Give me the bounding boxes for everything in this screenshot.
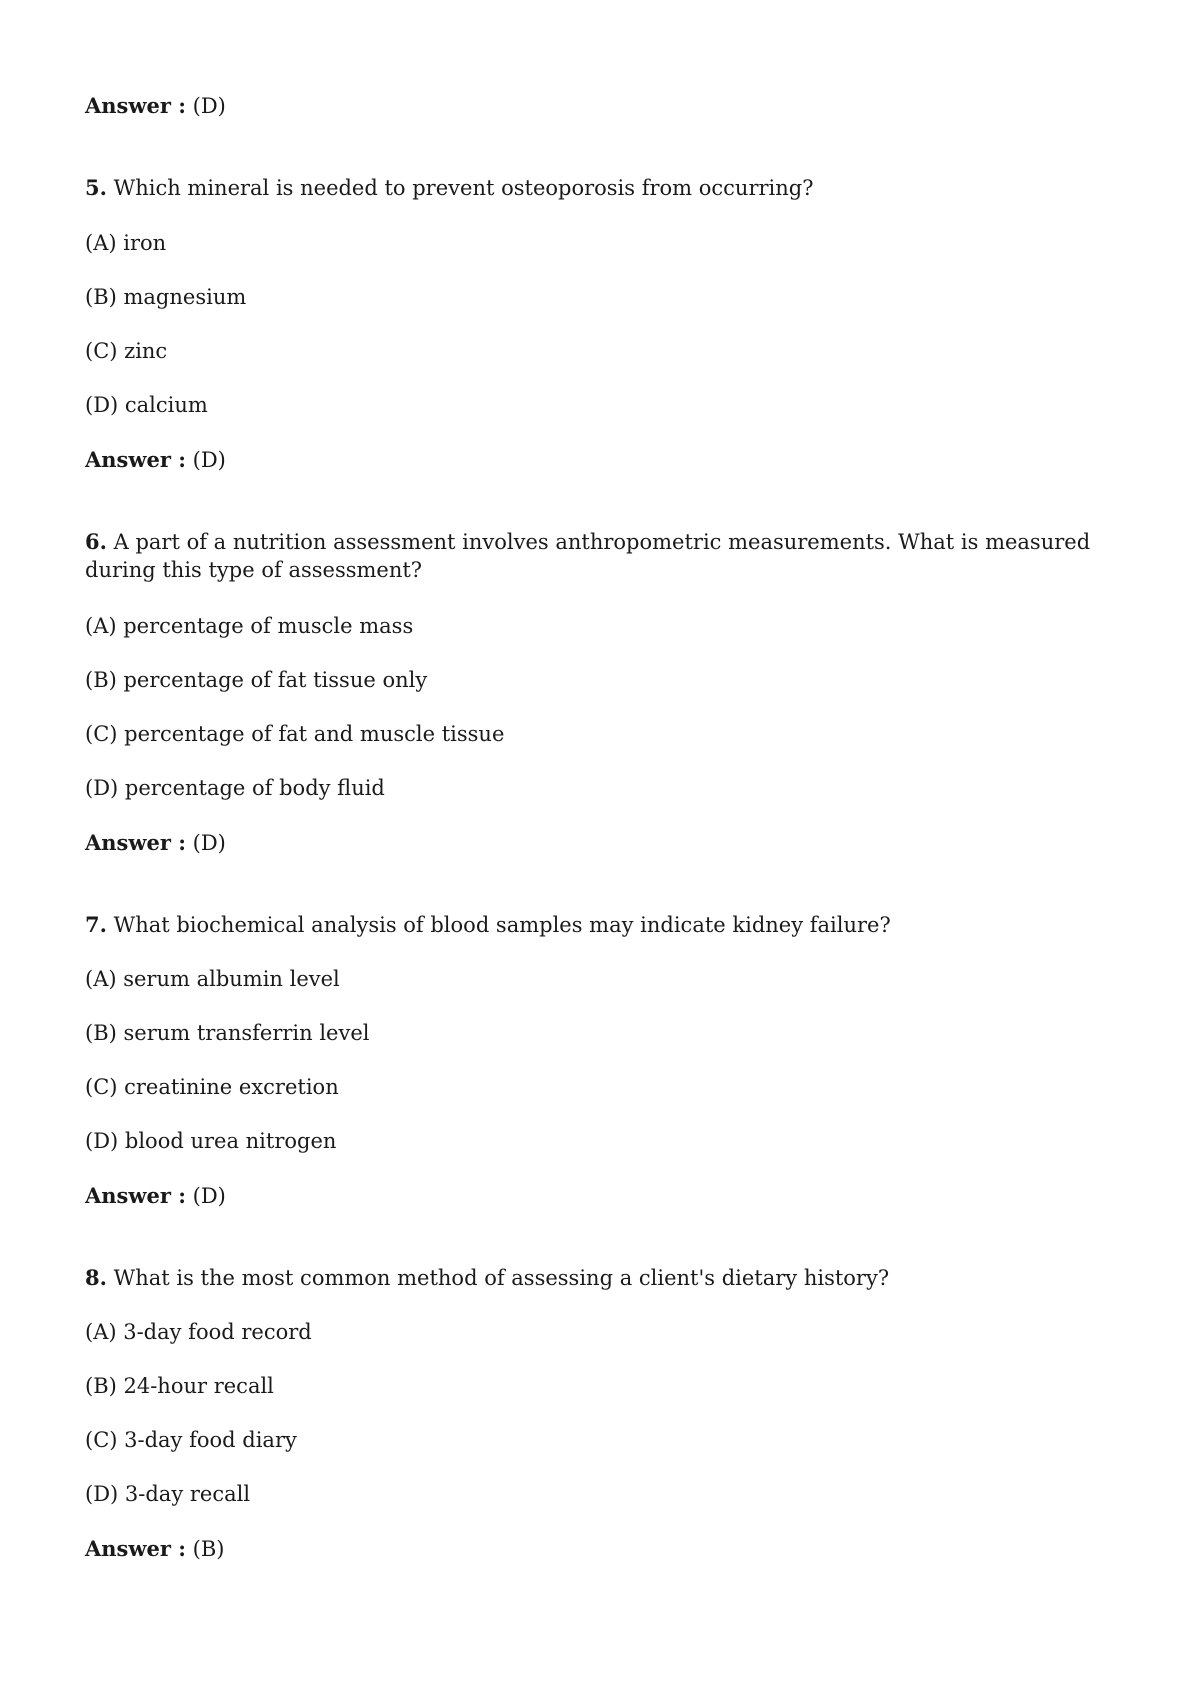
- question-number: 7.: [85, 912, 107, 937]
- option-d: (D) blood urea nitrogen: [85, 1129, 337, 1153]
- option-c: (C) percentage of fat and muscle tissue: [85, 722, 505, 746]
- answer-label: Answer :: [85, 1536, 186, 1561]
- answer-line: [85, 1182, 226, 1210]
- answer-label: Answer :: [85, 1183, 186, 1208]
- answer-line: [85, 92, 226, 120]
- question-text: [85, 911, 891, 939]
- question-number: 5.: [85, 175, 107, 200]
- option-b: (B) 24-hour recall: [85, 1374, 274, 1398]
- answer-value: (D): [192, 1184, 226, 1208]
- answer-label: Answer :: [85, 447, 186, 472]
- option-c: (C) zinc: [85, 339, 168, 363]
- option-c: (C) creatinine excretion: [85, 1075, 339, 1099]
- question-number: 6.: [85, 529, 107, 554]
- option-a: (A) percentage of muscle mass: [85, 614, 414, 638]
- question-body: Which mineral is needed to prevent osteoporosis from occurring?: [113, 176, 814, 200]
- option-d: (D) percentage of body fluid: [85, 776, 385, 800]
- answer-value: (D): [192, 448, 226, 472]
- question-text: [85, 528, 1115, 584]
- option-d: (D) 3-day recall: [85, 1482, 251, 1506]
- option-b: (B) magnesium: [85, 285, 247, 309]
- question-text: [85, 174, 813, 202]
- option-a: (A) 3-day food record: [85, 1320, 312, 1344]
- question-body: What biochemical analysis of blood samples may indicate kidney failure?: [113, 913, 891, 937]
- question-text: [85, 1264, 889, 1292]
- answer-value: (D): [192, 94, 226, 118]
- option-a: (A) serum albumin level: [85, 967, 340, 991]
- answer-line: [85, 1535, 224, 1563]
- answer-line: [85, 446, 226, 474]
- answer-line: [85, 829, 226, 857]
- question-body: A part of a nutrition assessment involves anthropometric measurements. What is measured during this type of assessment?: [85, 530, 1091, 582]
- option-b: (B) serum transferrin level: [85, 1021, 370, 1045]
- answer-label: Answer :: [85, 93, 186, 118]
- option-a: (A) iron: [85, 231, 167, 255]
- question-body: What is the most common method of assessing a client's dietary history?: [113, 1266, 890, 1290]
- question-number: 8.: [85, 1265, 107, 1290]
- option-d: (D) calcium: [85, 393, 208, 417]
- option-c: (C) 3-day food diary: [85, 1428, 297, 1452]
- answer-value: (D): [192, 831, 226, 855]
- option-b: (B) percentage of fat tissue only: [85, 668, 428, 692]
- answer-label: Answer :: [85, 830, 186, 855]
- answer-value: (B): [192, 1537, 225, 1561]
